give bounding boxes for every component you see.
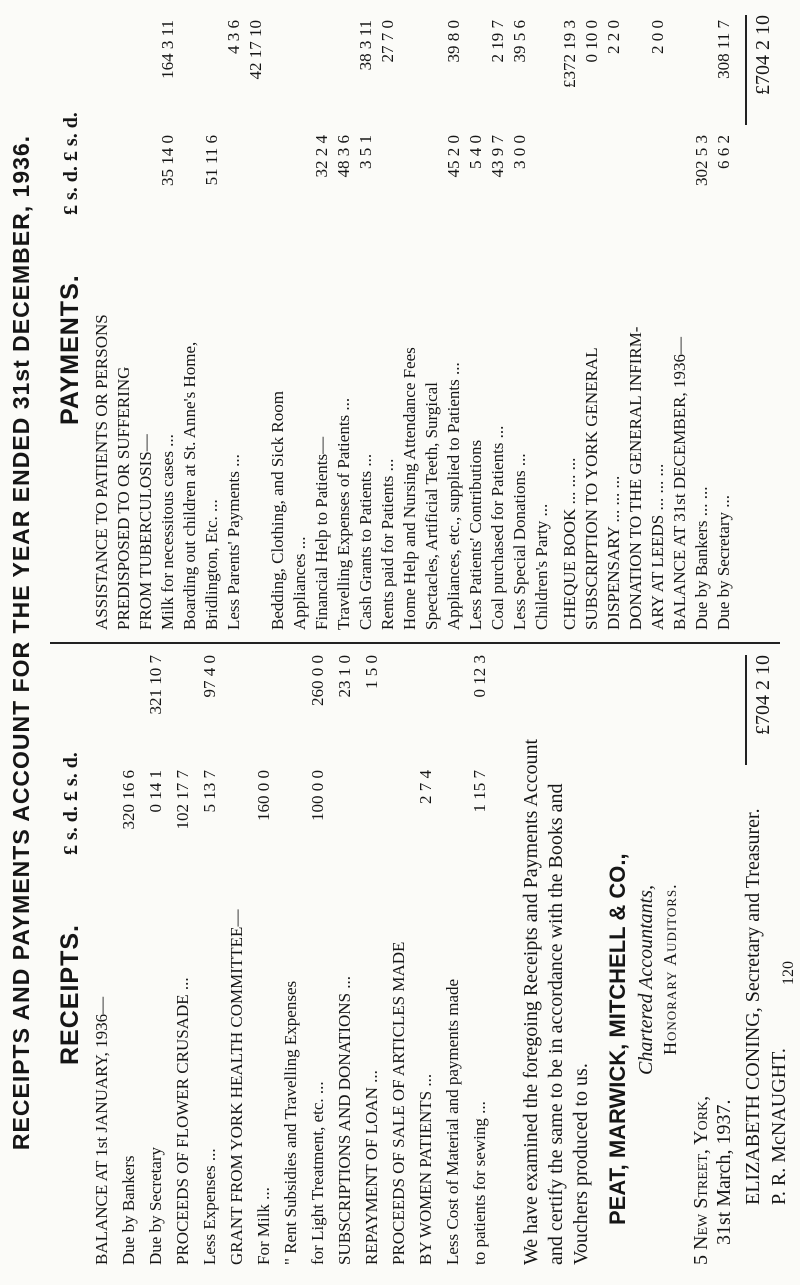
receipt-label: For Milk ... [254,1187,273,1265]
payment-amount: 51 11 6 [202,135,221,186]
payment-total: 164 3 11 [158,20,177,79]
auditor-line-1: We have examined the foregoing Receipts and Payments Account [520,738,542,1265]
payment-label: ASSISTANCE TO PATIENTS OR PERSONS [92,314,111,630]
payment-label: Appliances, etc., supplied to Patients ... [444,362,463,630]
payment-row [466,10,488,630]
payment-total: 27 7 0 [378,20,397,63]
receipt-row [92,645,114,1265]
payment-tail-total: 2 0 0 [648,20,667,54]
payment-row [532,10,554,630]
payment-tail-total: 308 11 7 [714,20,733,79]
page-title: RECEIPTS AND PAYMENTS ACCOUNT FOR THE YEAR ENDED 31st DECEMBER, 1936. [8,134,34,1151]
payment-total: 2 19 7 [488,20,507,63]
payment-tail-row [714,10,736,630]
payment-amount: 48 3 6 [334,135,353,178]
receipt-label: PROCEEDS OF SALE OF ARTICLES MADE [389,941,408,1265]
payment-row [400,10,422,630]
payment-tail-total: 2 2 0 [604,20,623,54]
payment-total: 39 8 0 [444,20,463,63]
payment-row [444,10,466,630]
payment-label: Spectacles, Artificial Teeth, Surgical [422,382,441,630]
payment-amount: 3 5 1 [356,135,375,169]
receipt-total: 260 0 0 [308,655,327,706]
payment-row [224,10,246,630]
payment-tail-label: DISPENSARY ... ... ... [604,475,623,630]
payment-tail-label: DONATION TO THE GENERAL INFIRM- [626,326,645,630]
second-signature: P. R. McNAUGHT. [768,1048,790,1205]
payment-row [290,10,312,630]
secretary-signature: ELIZABETH CONING, Secretary and Treasurer. [742,808,764,1205]
payment-label: Rents paid for Patients ... [378,458,397,630]
receipt-label: REPAYMENT OF LOAN ... [362,1070,381,1265]
payment-total: 39 5 6 [510,20,529,63]
payment-row [334,10,356,630]
auditor-date: 31st March, 1937. [713,1099,735,1245]
receipt-amount: 320 16 6 [119,770,138,830]
payment-tail-amount: 302 5 3 [692,135,711,186]
payment-label: Coal purchased for Patients ... [488,425,507,630]
receipts-grand-total: £704 2 10 [752,655,774,735]
payments-heading: PAYMENTS. [56,274,84,425]
receipt-row [335,645,357,1265]
payment-label: Milk for necessitous cases ... [158,434,177,630]
receipt-label: Less Cost of Material and payments made [443,978,462,1265]
receipts-heading: RECEIPTS. [56,924,84,1065]
receipt-row [173,645,195,1265]
payment-tail-row [670,10,692,630]
payment-tail-label: CHEQUE BOOK ... ... ... [560,457,579,630]
payments-grand-total: £704 2 10 [752,15,774,95]
auditor-line-3: Vouchers produced to us. [570,1063,592,1265]
payments-total-rule [745,15,747,125]
payment-tail-total: 0 10 0 [582,20,601,63]
payment-tail-row [626,10,648,630]
payment-label: Children's Party ... [532,503,551,630]
payment-amount: 32 2 4 [312,135,331,178]
payment-total: 4 3 6 [224,20,243,54]
receipt-label: BALANCE AT 1st JANUARY, 1936— [92,996,111,1265]
payment-label: Appliances ... [290,536,309,630]
receipt-row [443,645,465,1265]
receipt-amount: 5 13 7 [200,770,219,813]
payment-row [378,10,400,630]
receipt-row [416,645,438,1265]
receipt-label: Due by Secretary [146,1146,165,1265]
receipt-label: to patients for sewing ... [470,1101,489,1265]
receipts-total-rule [745,655,747,765]
receipt-amount: 0 14 1 [146,770,165,813]
payment-total: 42 17 10 [246,20,265,80]
payment-tail-row [692,10,714,630]
auditor-line-2: and certify the same to be in accordance with the Books and [545,783,567,1265]
payment-label: Home Help and Nursing Attendance Fees [400,347,419,630]
payment-label: Cash Grants to Patients ... [356,453,375,630]
payment-row [510,10,532,630]
payment-tail-row [582,10,604,630]
payment-tail-row [604,10,626,630]
payment-amount: 43 9 7 [488,135,507,178]
payment-amount: 5 4 0 [466,135,485,169]
receipt-label: " Rent Subsidies and Travelling Expenses [281,980,300,1265]
auditor-firm: PEAT, MARWICK, MITCHELL & CO., [605,853,630,1225]
payment-tail-amount: 6 6 2 [714,135,733,169]
payment-tail-row [648,10,670,630]
auditor-role: Honorary Auditors. [660,883,680,1055]
payment-tail-label: BALANCE AT 31st DECEMBER, 1936— [670,337,689,630]
receipt-total: 0 12 3 [470,655,489,698]
receipt-row [254,645,276,1265]
auditor-firm-desc: Chartered Accountants, [635,885,657,1075]
receipt-total: 321 10 7 [146,655,165,715]
payment-row [202,10,224,630]
payment-amount: 3 0 0 [510,135,529,169]
receipt-label: for Light Treatment, etc. ... [308,1081,327,1265]
receipt-amount: 1 15 7 [470,770,489,813]
payment-label: Boarding out children at St. Anne's Home, [180,341,199,630]
payment-label: FROM TUBERCULOSIS— [136,434,155,630]
payment-total: 38 3 11 [356,20,375,71]
payment-amount: 35 14 0 [158,135,177,186]
payment-label: Less Special Donations ... [510,453,529,630]
payment-row [246,10,268,630]
receipt-row [389,645,411,1265]
receipts-currency-header: £ s. d. £ s. d. [60,752,82,855]
page-number: 120 [780,961,797,985]
receipt-amount: 160 0 0 [254,770,273,821]
receipt-row [281,645,303,1265]
receipt-row [119,645,141,1265]
payment-tail-total: £372 19 3 [560,20,579,88]
receipt-row [470,645,492,1265]
payment-amount: 45 2 0 [444,135,463,178]
receipt-row [200,645,222,1265]
payment-label: Less Parents' Payments ... [224,454,243,630]
receipt-label: BY WOMEN PATIENTS ... [416,1073,435,1265]
receipt-row [146,645,168,1265]
receipt-amount: 100 0 0 [308,770,327,821]
payment-tail-row [560,10,582,630]
payment-row [158,10,180,630]
payment-label: Financial Help to Patients— [312,436,331,630]
payment-row [312,10,334,630]
receipt-amount: 2 7 4 [416,770,435,804]
payment-tail-label: Due by Secretary ... [714,494,733,630]
payments-currency-header: £ s. d. £ s. d. [60,112,82,215]
receipt-total: 1 5 0 [362,655,381,689]
receipt-label: Less Expenses ... [200,1148,219,1265]
receipt-row [227,645,249,1265]
auditor-address: 5 New Street, York, [690,1095,712,1265]
center-divider [50,642,780,644]
payment-row [422,10,444,630]
payment-label: Less Patients' Contributions [466,439,485,630]
payment-row [92,10,114,630]
receipt-label: GRANT FROM YORK HEALTH COMMITTEE— [227,909,246,1265]
payment-tail-label: SUBSCRIPTION TO YORK GENERAL [582,347,601,630]
receipt-total: 23 1 0 [335,655,354,698]
payment-row [136,10,158,630]
payment-row [488,10,510,630]
payment-label: Bridlington, Etc. ... [202,499,221,630]
payment-row [356,10,378,630]
receipt-row [362,645,384,1265]
receipt-amount: 102 17 7 [173,770,192,830]
payment-tail-label: ARY AT LEEDS ... ... ... [648,463,667,630]
receipt-total: 97 4 0 [200,655,219,698]
receipt-label: SUBSCRIPTIONS AND DONATIONS ... [335,975,354,1265]
payment-row [114,10,136,630]
payment-row [268,10,290,630]
receipt-label: Due by Bankers [119,1155,138,1265]
receipt-label: PROCEEDS OF FLOWER CRUSADE ... [173,977,192,1265]
payment-label: PREDISPOSED TO OR SUFFERING [114,366,133,630]
payment-tail-label: Due by Bankers ... ... [692,486,711,630]
payment-row [180,10,202,630]
payment-label: Bedding, Clothing, and Sick Room [268,391,287,630]
payment-label: Travelling Expenses of Patients ... [334,397,353,630]
receipt-row [308,645,330,1265]
